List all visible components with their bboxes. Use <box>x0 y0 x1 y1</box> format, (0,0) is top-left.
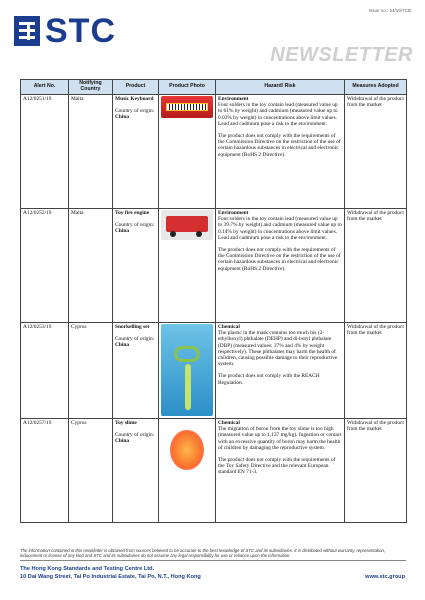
product-photo <box>159 209 216 323</box>
measures-adopted: Withdrawal of the product from the market <box>345 323 407 419</box>
table-row <box>21 323 407 419</box>
alert-no: A12/0253/19 <box>21 323 69 419</box>
origin-label: Country of origin: <box>115 336 155 343</box>
origin-value: China <box>115 438 130 445</box>
column-header: Notifying Country <box>69 80 113 95</box>
newsletter-title: NEWSLETTER <box>270 44 413 66</box>
product-cell <box>113 419 159 523</box>
footer-divider <box>20 560 406 561</box>
stc-logo <box>14 12 116 50</box>
issue-number: Issue no.: 54/19/TCB <box>368 8 411 13</box>
notifying-country: Malta <box>69 95 113 209</box>
column-header: Hazard/ Risk <box>216 80 345 95</box>
hazard-note: The product does not comply with the requirements of the Commission Directive on the restriction of the use of certain hazardous substances in electrical and electronic equipment (RoHS 2 Directive). <box>218 133 341 158</box>
measures-adopted: Withdrawal of the product from the market <box>345 209 407 323</box>
hazard-category: Chemical <box>218 324 240 330</box>
table-row <box>21 95 407 209</box>
origin-label: Country of origin: <box>115 108 155 115</box>
hazard-category: Chemical <box>218 420 240 426</box>
hazard-category: Environment <box>218 96 249 102</box>
hazard-text: The plastic in the mask contains too much bis (2-ethylhexyl) phthalate (DEHP) and di-butyl phthalate (DBP) (measured values: 37% and 4% by weight respectively). These phthalates may harm the health of children, causing possible damage to their reproductive system. <box>218 330 338 368</box>
footer-website-link[interactable]: www.stc.group <box>365 574 405 580</box>
footer-address: 10 Dai Wang Street, Tai Po Industrial Estate, Tai Po, N.T., Hong Kong <box>20 574 201 580</box>
alert-no: A12/0257/19 <box>21 419 69 523</box>
product-cell <box>113 323 159 419</box>
table-row <box>21 209 407 323</box>
music-keyboard-image <box>161 96 213 118</box>
hazard-cell <box>216 95 345 209</box>
measures-adopted: Withdrawal of the product from the market <box>345 95 407 209</box>
logo-text: STC <box>45 12 116 50</box>
product-photo <box>159 419 216 523</box>
hazard-text: Four solders in the toy contain lead (measured value up to 61% by weight) and cadmium (measured value up to 0.03% by weight) in concentrations above limit values. Lead and cadmium pose a risk to the environment. <box>218 102 338 127</box>
hazard-note: The product does not comply with the requirements of the Commission Directive on the restriction of the use of certain hazardous substances in electrical and electronic equipment (RoHS 2 Directive). <box>218 247 341 272</box>
notifying-country: Cyprus <box>69 419 113 523</box>
product-name: Music Keyboard <box>115 96 154 102</box>
product-cell <box>113 209 159 323</box>
hazard-note: The product does not comply with the REACH Regulation. <box>218 373 320 386</box>
notifying-country: Malta <box>69 209 113 323</box>
column-header: Product <box>113 80 159 95</box>
stc-emblem-icon <box>14 16 40 46</box>
snorkelling-set-image <box>161 324 213 416</box>
product-name: Toy slime <box>115 420 137 426</box>
alert-no: A12/0252/19 <box>21 209 69 323</box>
table-header-row <box>21 80 407 95</box>
hazard-text: Four solders in the toy contain lead (measured value up to 39.7% by weight) and cadmium (measured value up to 0.14% by weight) in concentrations above limit values. Lead and cadmium pose a risk to the environment. <box>218 216 342 241</box>
footer-company: The Hong Kong Standards and Testing Centre Ltd. <box>20 566 155 572</box>
origin-value: China <box>115 228 130 235</box>
toy-slime-image <box>161 420 213 478</box>
origin-value: China <box>115 342 130 349</box>
disclaimer: The information contained in this newsletter is obtained from sources believed to be accurate to the best knowledge of STC and its subsidiaries. It is distributed without warranty, representation, inducement or license of any kind and STC and its subsidiaries do not assume any legal responsibility for use or reliance upon the information. <box>20 548 386 558</box>
origin-label: Country of origin: <box>115 222 155 229</box>
measures-adopted: Withdrawal of the product from the market <box>345 419 407 523</box>
product-cell <box>113 95 159 209</box>
product-name: Toy fire engine <box>115 210 150 216</box>
column-header: Measures Adopted <box>345 80 407 95</box>
alerts-table <box>20 79 407 523</box>
hazard-note: The product does not comply with the requirements of the Toy Safety Directive and the relevant European standard EN 71-3. <box>218 457 336 476</box>
column-header: Product Photo <box>159 80 216 95</box>
hazard-cell <box>216 209 345 323</box>
hazard-text: The migration of boron from the toy slime is too high (measured value up to 1,137 mg/kg). Ingestion or contact with an excessive quantity of boron may harm the health of children by damaging the reproductive system. <box>218 426 342 451</box>
origin-label: Country of origin: <box>115 432 155 439</box>
notifying-country: Cyprus <box>69 323 113 419</box>
hazard-cell <box>216 419 345 523</box>
table-row <box>21 419 407 523</box>
toy-fire-engine-image <box>161 210 213 240</box>
column-header: Alert No. <box>21 80 69 95</box>
product-photo <box>159 323 216 419</box>
alert-no: A12/0251/19 <box>21 95 69 209</box>
hazard-category: Environment <box>218 210 249 216</box>
origin-value: China <box>115 114 130 121</box>
product-name: Snorkelling set <box>115 324 150 330</box>
hazard-cell <box>216 323 345 419</box>
product-photo <box>159 95 216 209</box>
